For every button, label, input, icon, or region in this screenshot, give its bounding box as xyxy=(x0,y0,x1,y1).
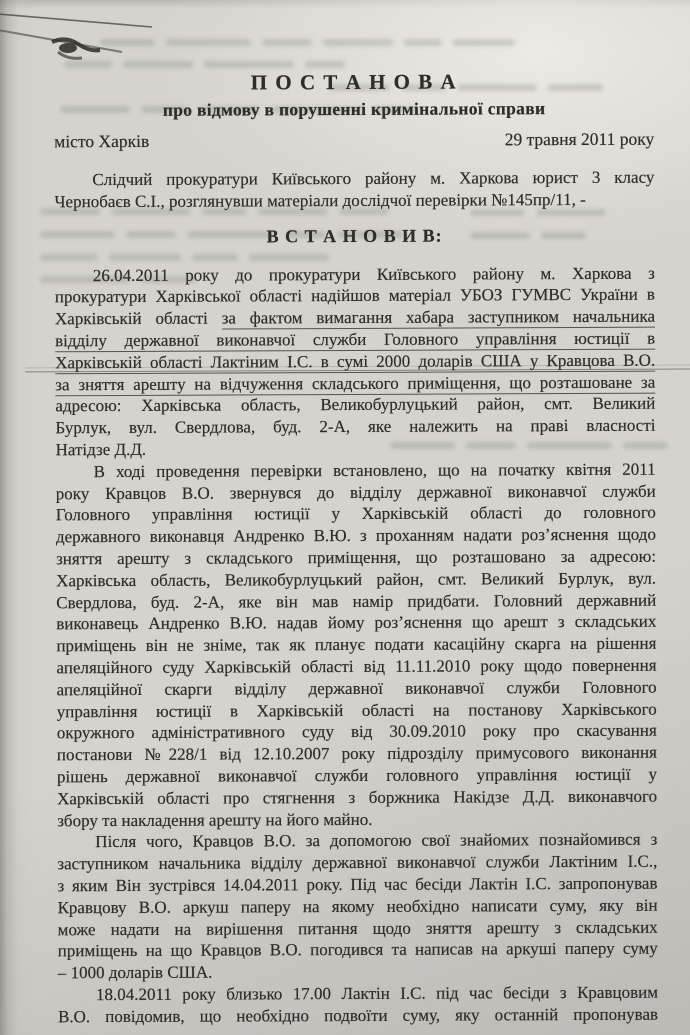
text-line xyxy=(56,480,656,504)
text-segment: Чернобаєв С.І., розглянувши матеріали дослідчої перевірки №145пр/11, - xyxy=(54,189,586,212)
text-line xyxy=(57,873,657,897)
text-line xyxy=(56,655,656,679)
text-segment: Слідчий прокуратури Київського району м. Харкова юрист 3 класу xyxy=(92,167,655,190)
text-line xyxy=(55,393,655,417)
date-label: 29 травня 2011 року xyxy=(504,128,655,150)
text-segment: Натідзе Д.Д. xyxy=(55,439,147,460)
text-line xyxy=(56,633,656,657)
text-segment: Кравцову В.О. аркуш паперу на якому необхідно написати суму, яку він xyxy=(57,895,658,917)
text-line xyxy=(56,524,656,548)
text-line xyxy=(56,546,656,570)
text-line xyxy=(55,284,655,308)
text-segment: з яким Він зустрівся 14.04.2011 року. Під час бесіди Лактін І.С. запропонував xyxy=(57,873,658,896)
text-segment: апеляційного суду Харківській області від 11.11.2010 року щодо повернення xyxy=(56,655,657,678)
text-segment: приміщень на що Кравцов В.О. погодився та написав на аркуші паперу суму xyxy=(57,938,658,961)
text-line xyxy=(56,458,656,482)
text-line xyxy=(57,742,657,766)
text-line xyxy=(57,720,657,744)
underlined-text: за зняття арешту на відчуження складського приміщення, що розташоване за xyxy=(55,372,656,394)
text-segment: Бурлук, вул. Свердлова, буд. 2-А, яке належить на праві власності xyxy=(55,415,656,438)
text-segment: Харківська область, Великобурлуцький район, смт. Великий Бурлук, вул. xyxy=(56,568,657,591)
text-segment: апеляційної скарги відділу державної виконавчої служби Головного xyxy=(56,677,657,699)
text-segment: заступником начальника відділу державної виконавчої служби Лактіним І.С., xyxy=(57,851,658,874)
text-line xyxy=(58,938,658,962)
text-segment: державного виконавця Андренко В.Ю. з проханням надати роз’яснення щодо xyxy=(55,524,656,547)
bleed-through-line xyxy=(100,33,526,51)
document-content xyxy=(0,68,690,1027)
text-line xyxy=(55,415,655,439)
underlined-text: Харківській області Лактіним І.С. в сумі 2000 доларів США у Кравцова В.О. xyxy=(55,350,656,373)
text-segment: збору та накладення арешту на його майно. xyxy=(57,809,373,830)
text-line xyxy=(57,698,657,722)
document-subtitle: про відмову в порушенні кримінальної справи xyxy=(162,98,546,120)
text-segment: Після чого, Кравцов В.О. за допомогою свої знайомих познайомився з xyxy=(95,829,658,852)
text-segment: прокуратури Харківської області надійшов матеріал УБОЗ ГУМВС України в xyxy=(54,285,655,307)
text-segment: – 1000 доларів США. xyxy=(57,962,213,983)
text-segment: рішень державної виконавчої служби головного управління юстиції у xyxy=(56,764,658,787)
text-segment: року Кравцов В.О. звернувся до відділу державної виконавчої служби xyxy=(55,481,656,503)
text-segment: 18.04.2011 року близько 17.00 Лактін І.С. під час бесіди з Кравцовим xyxy=(95,982,658,1004)
text-segment: 26.04.2011 року до прокуратури Київського району м. Харкова з xyxy=(92,263,655,285)
text-line xyxy=(57,676,657,700)
text-segment: управління юстиції в Харківській області на постанову Харківського xyxy=(56,699,657,721)
text-segment: може надати на вирішення питання щодо зняття арешту з складських xyxy=(57,917,658,939)
text-segment: Головного управління юстиції у Харківській області до головного xyxy=(55,503,656,525)
text-line xyxy=(57,807,657,831)
text-line xyxy=(56,567,656,591)
text-line xyxy=(55,328,655,352)
text-line xyxy=(57,829,657,853)
established-heading: В С Т А Н О В И В: xyxy=(266,225,443,246)
text-line xyxy=(55,349,655,373)
text-segment: В ході проведення перевірки встановлено, що на початку квітня 2011 xyxy=(93,459,656,481)
text-line xyxy=(58,916,658,940)
text-segment: зняття арешту з складського приміщення, що розташовано за адресою: xyxy=(56,546,657,569)
text-segment: постанови №228/1 від 12.10.2007 року підрозділу примусового виконання xyxy=(56,742,657,765)
text-line xyxy=(56,589,656,613)
text-segment: адресою: Харківська область, Великобурлуцький район, смт. Великий xyxy=(55,394,656,416)
text-line xyxy=(57,785,657,809)
text-line xyxy=(57,764,657,788)
text-line xyxy=(55,262,655,286)
text-segment: окружного адміністративного суду від 30.09.2010 року про скасування xyxy=(56,720,657,743)
text-line xyxy=(54,188,654,212)
underlined-text: за фактом вимагання хабара заступником начальника xyxy=(221,306,656,328)
text-line xyxy=(57,851,657,875)
text-segment: В.О. повідомив, що необхідно подвоїти суму, яку останній пропонував xyxy=(57,1004,659,1026)
text-line xyxy=(58,982,658,1006)
place-label: місто Харків xyxy=(54,130,150,152)
text-line xyxy=(58,1003,658,1027)
document-title: П О С Т А Н О В А xyxy=(250,69,458,95)
text-segment: Свердлова, буд. 2-А, яке він мав намір придбати. Головний державний xyxy=(56,590,657,612)
text-line xyxy=(56,611,656,635)
text-line xyxy=(58,894,658,918)
underlined-text: відділу державної виконавчої служби Головного управління юстиції в xyxy=(55,328,656,351)
text-segment: Харківській області про стягнення з боржника Накідзе Д.Д. виконавчого xyxy=(57,786,658,808)
text-line xyxy=(55,306,655,330)
text-segment: приміщень він не зніме, так як планує подати касаційну скарга на рішення xyxy=(56,633,657,656)
text-segment: Харківській області xyxy=(54,308,222,329)
text-line xyxy=(55,371,655,395)
document-body xyxy=(55,262,658,1028)
text-line xyxy=(54,167,654,191)
text-line xyxy=(56,502,656,526)
place-date-row xyxy=(54,129,654,153)
text-line xyxy=(56,437,656,461)
text-line xyxy=(58,960,658,984)
text-segment: виконавець Андренко В.Ю. надав йому роз’яснення що арешт з складських xyxy=(56,611,657,634)
intro-paragraph xyxy=(54,167,654,213)
